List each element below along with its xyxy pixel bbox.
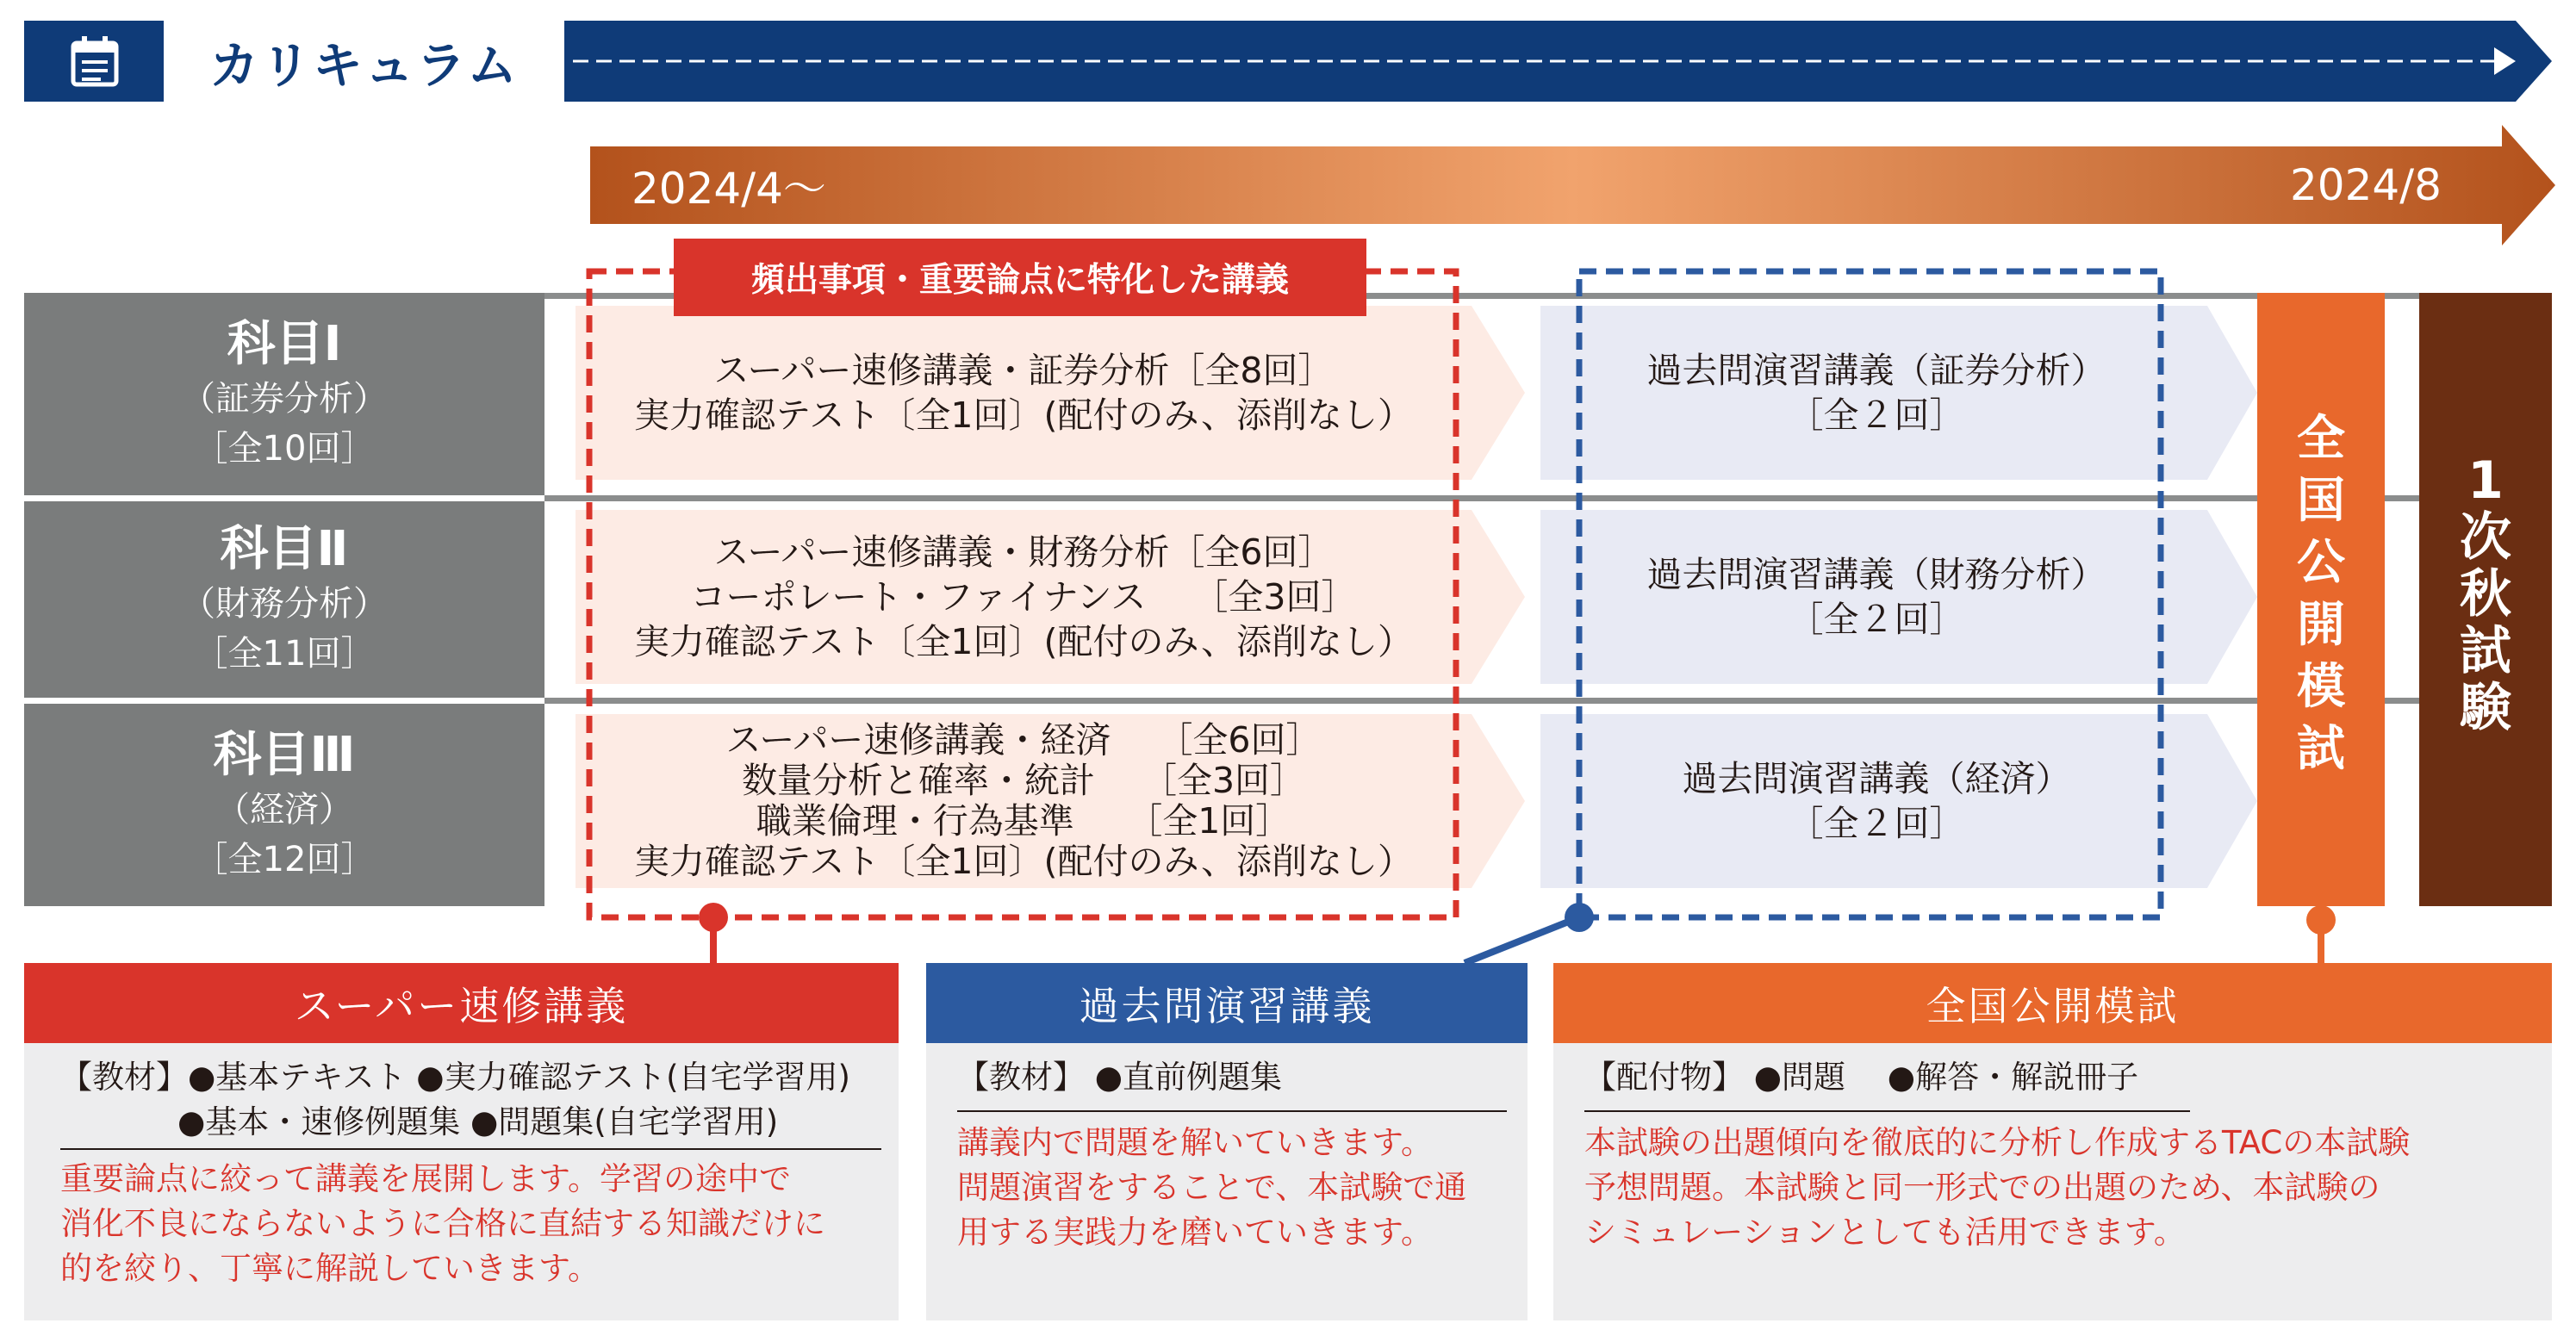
lecture-item: スーパー速修講義・経済 ［全6回］ [725,719,1322,761]
connector-blue [1465,917,1579,963]
connector-dot-red [699,903,728,932]
past-exam-count: ［全２回］ [1788,599,1965,640]
row-line [544,495,2552,501]
past-exam-title: 過去問演習講義（財務分析） [1646,554,2106,595]
connector-dot-blue [1565,903,1594,932]
lecture-item: コーポレート・ファイナンス ［全3回］ [690,576,1357,618]
past-exam-2 [1540,531,2212,662]
page-title: カリキュラム [164,21,564,102]
lecture-item: 実力確認テスト〔全1回〕(配付のみ、添削なし） [634,621,1413,662]
super-lecture-title: スーパー速修講義 [24,963,899,1043]
subject-count: ［全10回］ [193,428,376,469]
focus-badge: 頻出事項・重要論点に特化した講義 [674,239,1366,316]
past-lecture-box [926,963,1528,1320]
past-lecture-title: 過去問演習講義 [926,963,1528,1043]
timeline-end: 2024/8 [2290,160,2442,210]
super-materials-1: 【教材】●基本テキスト ●実力確認テスト(自宅学習用) [60,1059,850,1096]
past-exam-1 [1540,327,2212,458]
lecture-item: 職業倫理・行為基準 ［全1回］ [756,800,1291,842]
mock-exam-label: 全 国 公 開 模 試 [2297,411,2345,777]
calendar-icon [60,31,129,91]
subject-2 [24,501,544,698]
past-divider [957,1110,1507,1112]
mock-exam-title: 全国公開模試 [1553,963,2552,1043]
mock-divider [1584,1110,2190,1112]
subject-area: （経済） [215,789,353,829]
subject-name: 科目Ⅰ [227,315,342,372]
timeline-start: 2024/4～ [632,164,826,214]
subject-area: （財務分析） [181,584,388,624]
mock-exam-box [1553,963,2552,1320]
past-exam-3 [1540,736,2212,867]
super-divider [60,1148,881,1150]
lecture-list-2 [576,521,1472,673]
past-materials: 【教材】 ●直前例題集 [957,1059,1283,1096]
subject-count: ［全11回］ [193,634,376,674]
lecture-item: スーパー速修講義・証券分析［全8回］ [713,350,1334,391]
subject-count: ［全12回］ [193,839,376,879]
subject-name: 科目Ⅱ [220,521,349,577]
first-exam-label: 1 次 秋 試 験 [2460,450,2511,738]
past-exam-title: 過去問演習講義（経済） [1682,758,2071,799]
row-line [544,698,2552,704]
past-exam-count: ［全２回］ [1788,803,1965,844]
past-exam-title: 過去問演習講義（証券分析） [1646,350,2106,391]
lecture-list-3 [576,713,1472,889]
lecture-item: 数量分析と確率・統計 ［全3回］ [741,760,1306,801]
mock-materials: 【配付物】 ●問題 ●解答・解説冊子 [1584,1059,2139,1096]
subject-1 [24,293,544,495]
past-description: 講義内で問題を解いていきます。 問題演習をすることで、本試験で通 用する実践力を磨いていきます。 [957,1124,1467,1251]
mock-description: 本試験の出題傾向を徹底的に分析し作成するTACの本試験 予想問題。本試験と同一形式での出題のため、本試験の シミュレーションとしても活用できます。 [1584,1124,2411,1251]
subject-name: 科目Ⅲ [213,726,356,783]
lecture-item: 実力確認テスト〔全1回〕(配付のみ、添削なし） [634,841,1413,882]
lecture-item: 実力確認テスト〔全1回〕(配付のみ、添削なし） [634,395,1413,436]
super-lecture-box [24,963,899,1320]
super-materials-2: ●基本・速修例題集 ●問題集(自宅学習用) [177,1103,779,1140]
past-exam-count: ［全２回］ [1788,395,1965,436]
subject-3 [24,704,544,906]
connector-dot-orange [2306,905,2336,935]
lecture-list-1 [576,327,1472,458]
lecture-item: スーパー速修講義・財務分析［全6回］ [713,531,1334,573]
super-description: 重要論点に絞って講義を展開します。学習の途中で 消化不良にならないように合格に直結する知識だけに 的を絞り、丁寧に解説していきます。 [60,1160,825,1287]
timeline-arrow [590,125,2555,245]
subject-area: （証券分析） [181,378,388,419]
